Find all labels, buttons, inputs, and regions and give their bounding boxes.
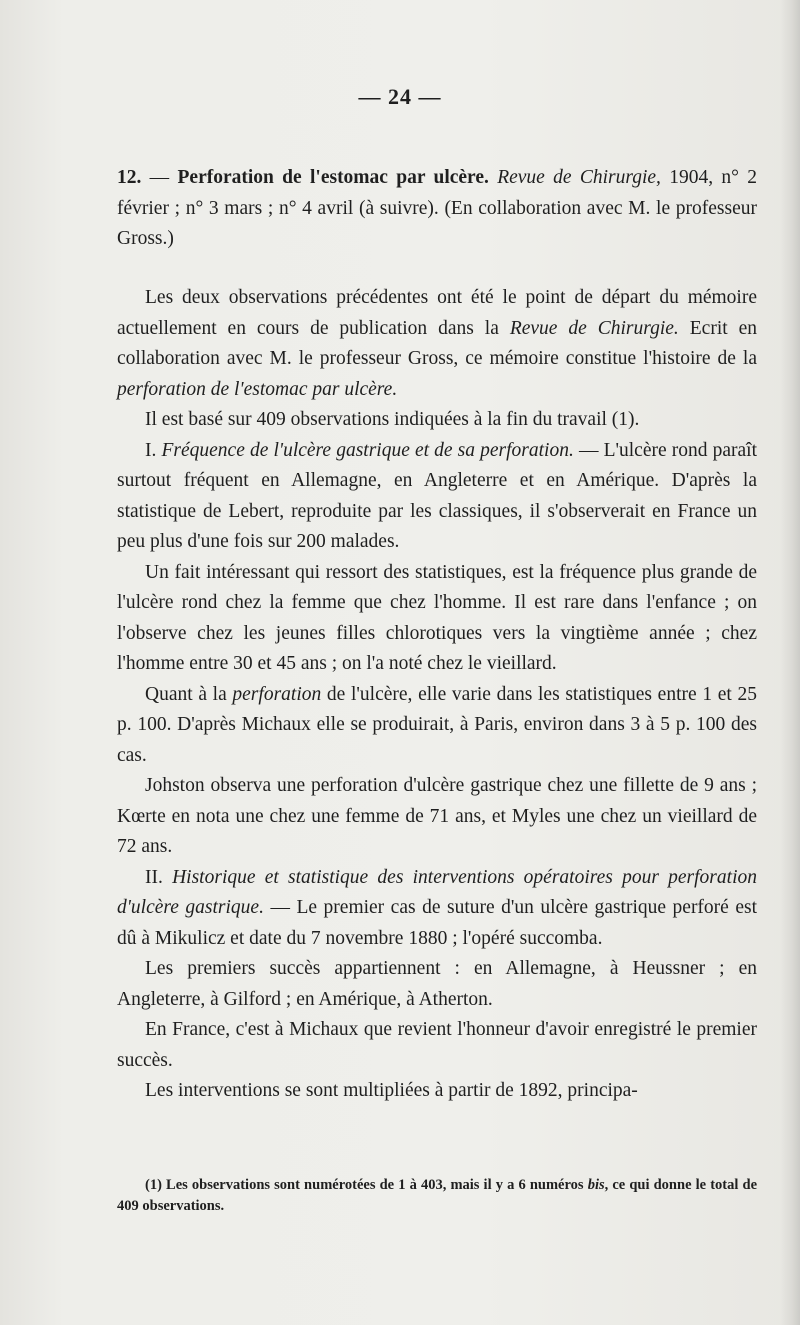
footnote-italic: bis <box>587 1177 605 1193</box>
paragraph-text: Ecrit en collaboration avec M. le professeur Gross, ce mémoire constitue l'histoire de la <box>117 317 757 369</box>
paragraph-10: Les interventions se sont multipliées à partir de 1892, principa- <box>145 1080 638 1101</box>
paragraph-7 <box>117 863 757 955</box>
footnote-text: (1) Les observations sont numérotées de 1 à 403, mais il y a 6 numéros <box>145 1177 588 1193</box>
paragraph-4: Un fait intéressant qui ressort des statistiques, est la fréquence plus grande de l'ulcère rond chez la femme que chez l'homme. Il est rare dans l'enfance ; on l'observe chez les jeunes filles chlorotiques vers la vingtième année ; chez l'homme entre 30 et 45 ans ; on l'a noté chez le vieillard. <box>117 561 757 674</box>
entry-details: 1904, n° 2 février ; n° 3 mars ; n° 4 avril (à suivre). (En collaboration avec M. le professeur Gross.) <box>117 167 758 249</box>
entry-number: 12. <box>117 167 142 188</box>
entry-title: Perforation de l'estomac par ulcère. <box>177 167 489 188</box>
entry-dash: — <box>141 167 178 188</box>
paragraph-9: En France, c'est à Michaux que revient l'honneur d'avoir enregistré le premier succès. <box>117 1019 757 1071</box>
paragraph-italic: perforation <box>232 683 322 705</box>
paragraph-2: Il est basé sur 409 observations indiquées à la fin du travail (1). <box>145 409 640 430</box>
section-number: I. <box>145 439 162 461</box>
footnote-text: , ce qui donne le total de 409 observations. <box>117 1177 758 1214</box>
paragraph-5 <box>117 680 757 772</box>
paragraph-text: Quant à la <box>145 683 233 705</box>
paragraph-3 <box>117 436 757 558</box>
page-number: — 24 — <box>358 84 442 109</box>
body-text <box>117 283 757 1107</box>
paragraph-text: — L'ulcère rond paraît surtout fréquent en Allemagne, en Angleterre et en Amérique. D'après la statistique de Lebert, reproduite par les classiques, il s'observerait en France un peu plus d'une fois sur 200 malades. <box>117 439 757 552</box>
page-fold-shadow <box>780 0 800 1325</box>
entry-journal: Revue de Chirurgie, <box>497 167 661 188</box>
paragraph-text: — Le premier cas de suture d'un ulcère gastrique perforé est dû à Mikulicz et date du 7 novembre 1880 ; l'opéré succomba. <box>117 897 757 949</box>
paragraph-italic: perforation de l'estomac par ulcère. <box>117 378 398 400</box>
section-heading: Fréquence de l'ulcère gastrique et de sa perforation. <box>161 439 574 461</box>
footnote <box>117 1175 757 1217</box>
paragraph-text: Les deux observations précédentes ont été le point de départ du mémoire actuellement en cours de publication dans la <box>117 287 757 339</box>
paragraph-6: Johston observa une perforation d'ulcère gastrique chez une fillette de 9 ans ; Kœrte en nota une chez une femme de 71 ans, et Myles une chez un vieillard de 72 ans. <box>117 775 757 857</box>
bibliography-entry <box>117 163 757 255</box>
section-heading: Historique et statistique des interventions opératoires pour perforation d'ulcère gastrique. <box>117 866 757 918</box>
paragraph-text: de l'ulcère, elle varie dans les statistiques entre 1 et 25 p. 100. D'après Michaux elle se produirait, à Paris, environ dans 3 à 5 p. 100 des cas. <box>117 683 757 766</box>
paragraph-italic: Revue de Chirurgie. <box>509 317 679 339</box>
paragraph-8: Les premiers succès appartiennent : en Allemagne, à Heussner ; en Angleterre, à Gilford ; en Amérique, à Atherton. <box>117 958 757 1010</box>
section-number: II. <box>145 866 173 888</box>
paragraph-1 <box>117 283 757 405</box>
